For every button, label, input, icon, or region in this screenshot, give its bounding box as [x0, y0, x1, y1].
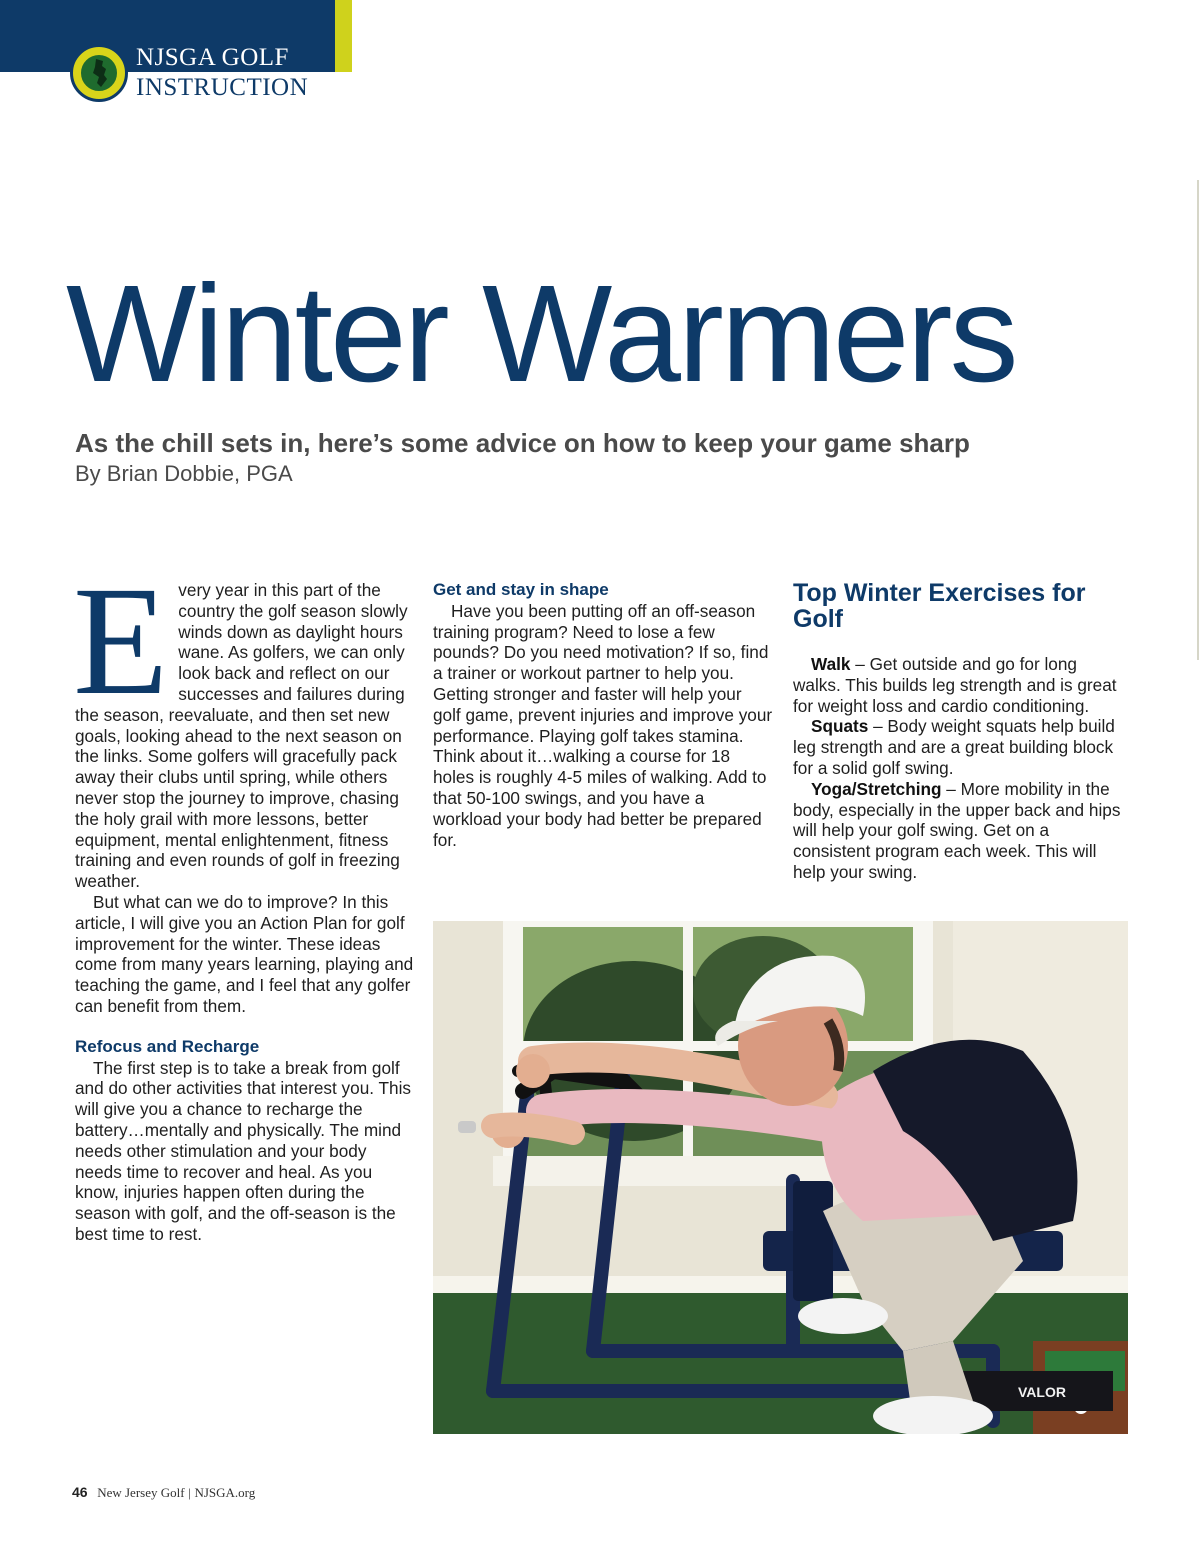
exercise-item: [793, 716, 1128, 778]
page-footer: [72, 1484, 255, 1501]
shape-heading: Get and stay in shape: [433, 580, 609, 599]
exercise-item: [793, 654, 1128, 716]
header-accent-bar: [335, 0, 352, 72]
sidebar-exercises: [793, 580, 1128, 883]
exercise-item: [793, 779, 1128, 883]
page-edge-rule: [1197, 180, 1199, 660]
exercise-label: Yoga/Stretching: [811, 778, 942, 799]
column-middle: [433, 580, 773, 850]
exercise-text: – Body weight squats help build leg strength and are a great building block for a solid golf swing.: [793, 716, 1115, 778]
refocus-heading: Refocus and Recharge: [75, 1036, 260, 1056]
intro-paragraph-2: But what can we do to improve? In this article, I will give you an Action Plan for golf improvement for the winter. These ideas come from many years learning, playing and teaching the game, and I feel that any golfer can benefit from them.: [75, 891, 414, 1016]
exercise-text: – More mobility in the body, especially in the upper back and hips will help your golf swing. Get on a consistent program each week. This will help your swing.: [793, 778, 1121, 882]
machine-brand-label: VALOR: [1018, 1384, 1066, 1400]
article-subtitle: As the chill sets in, here’s some advice on how to keep your game sharp: [75, 428, 970, 458]
section-label-line1: NJSGA GOLF: [136, 44, 289, 71]
drop-cap: E: [73, 554, 169, 727]
website-name: NJSGA.org: [194, 1485, 256, 1500]
refocus-body: The first step is to take a break from golf and do other activities that interest you. This will give you a chance to recharge the battery…mentally and physically. The mind needs other stimulation and your body needs time to recover and heal. As you know, injuries happen often during the season with golf, and the off-season is the best time to rest.: [75, 1057, 411, 1244]
article-photo: [433, 921, 1128, 1434]
intro-paragraph: very year in this part of the country the golf season slowly winds down as daylight hours wane. As golfers, we can only look back and reflect on our successes and failures during the season, reevaluate, and then set new goals, looking ahead to the next season on the links. Some golfers will gracefully pack away their clubs until spring, while others never stop the journey to improve, chasing the holy grail with more lessons, better equipment, mental enlightenment, fitness training and even rounds of golf in freezing weather.: [75, 580, 408, 892]
page-number: 46: [72, 1484, 88, 1500]
article-byline: By Brian Dobbie, PGA: [75, 461, 293, 486]
shape-body: Have you been putting off an off-season training program? Need to lose a few pounds? Do you need motivation? If so, find a trainer or workout partner to help you. Getting stronger and faster will help your golf game, prevent injuries and improve your performance. Playing golf takes stamina. Think about it…walking a course for 18 holes is roughly 4-5 miles of walking. Add to that 50-100 swings, and you have a workload your body had better be prepared for.: [433, 600, 773, 850]
photo-illustration: [433, 921, 1128, 1434]
exercise-label: Squats: [811, 716, 869, 737]
footer-separator: |: [188, 1485, 191, 1500]
magazine-name: New Jersey Golf: [97, 1485, 185, 1500]
njsga-seal-icon: [70, 44, 128, 102]
column-left: [73, 554, 415, 1245]
exercise-text: – Get outside and go for long walks. This builds leg strength and is great for weight loss and cardio conditioning.: [793, 654, 1117, 716]
exercise-label: Walk: [811, 654, 851, 674]
sidebar-title: Top Winter Exercises for Golf: [793, 579, 1086, 633]
article-title: Winter Warmers: [66, 257, 1016, 411]
section-label-line2: INSTRUCTION: [136, 74, 309, 101]
